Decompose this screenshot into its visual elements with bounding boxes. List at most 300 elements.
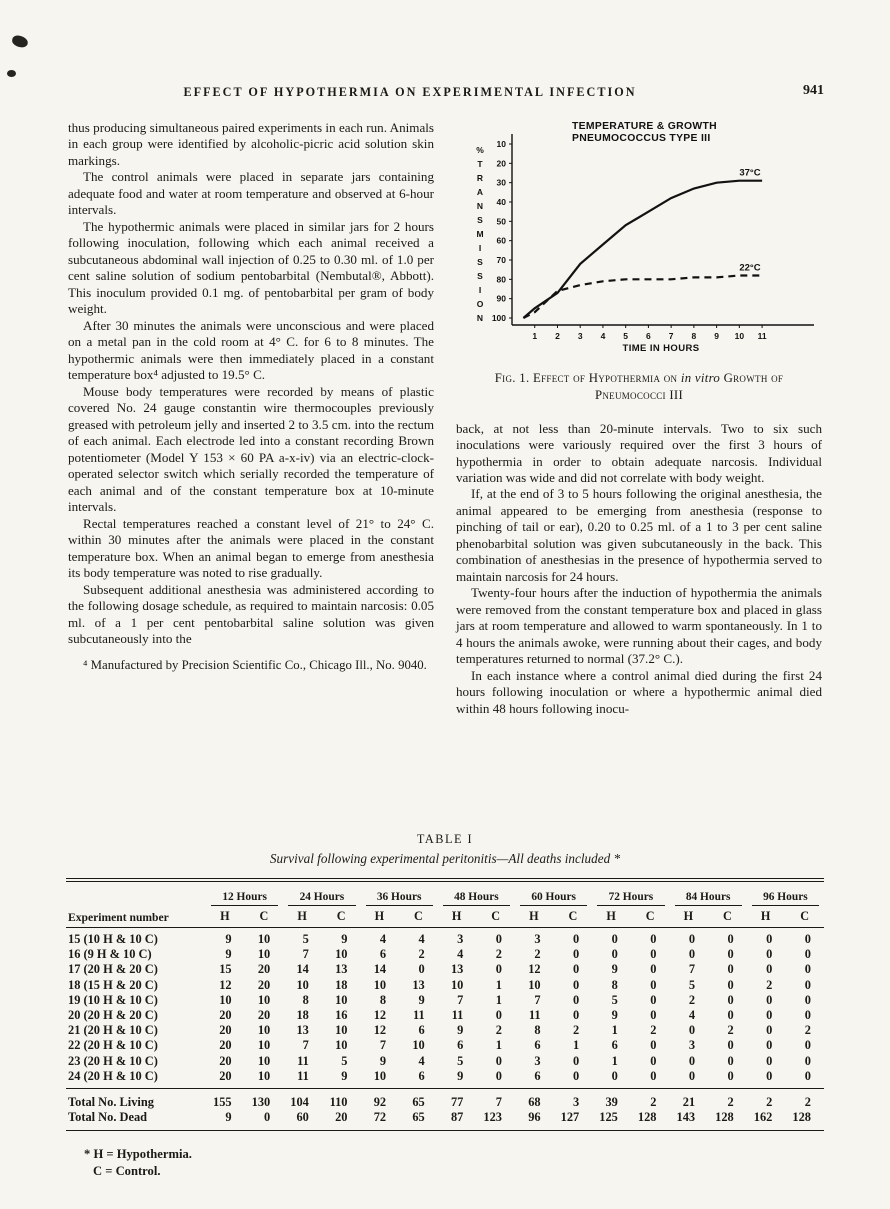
table-cell: 13 xyxy=(412,977,425,992)
table-cell: 5 xyxy=(341,1053,348,1068)
table-cell: 0 xyxy=(804,1038,811,1053)
table-footnote-c: C = Control. xyxy=(93,1163,161,1178)
table-cell: 10 xyxy=(219,992,232,1007)
table-row xyxy=(66,1054,824,1069)
table-cell: 18 xyxy=(335,977,348,992)
table-cell: 0 xyxy=(804,977,811,992)
svg-text:40: 40 xyxy=(496,197,506,207)
table-row xyxy=(66,1038,824,1053)
row-label: 21 (20 H & 10 C) xyxy=(68,1023,158,1038)
table-cell: 0 xyxy=(650,1068,657,1083)
table-cell: 0 xyxy=(727,1053,734,1068)
column-group-header: 36 Hours xyxy=(361,882,438,906)
paragraph: Twenty-four hours after the induction of hypothermia the animals were removed from the constant temperature box and placed in glass jars at room temperature and allowed to warm spontaneously. In 1 to 4 hours the animals awoke, were running about their cages, and body temperatures returned to normal (37.2° C.). xyxy=(456,585,822,667)
table-cell: 0 xyxy=(727,947,734,962)
table-cell: 0 xyxy=(727,1008,734,1023)
experiment-number-header: Experiment number xyxy=(66,882,206,928)
subcolumn-header: C xyxy=(399,906,438,928)
table-cell: 9 xyxy=(379,1053,387,1068)
svg-text:80: 80 xyxy=(496,274,506,285)
table-cell: 7 xyxy=(379,1038,387,1053)
paragraph: The hypothermic animals were placed in similar jars for 2 hours following inoculation, following which each animal received a subcutaneous abdominal wall injection of 0.25 to 0.30 ml. of 1.0 per cent saline solution of sodium pentobarbital (Nembutal®, Abbott). This inoculum provided 0.1 mg. of pentobarbital per gram of body weight. xyxy=(68,218,434,317)
table-cell: 0 xyxy=(727,932,734,946)
table-cell: 7 xyxy=(302,1038,309,1053)
table-cell: 10 xyxy=(335,947,348,962)
table-cell: 0 xyxy=(804,947,811,962)
svg-text:37°C: 37°C xyxy=(739,167,761,179)
table-cell: 0 xyxy=(650,992,657,1007)
figure-caption-italic: in vitro xyxy=(680,371,721,385)
table-row xyxy=(66,1008,824,1023)
subcolumn-header: H xyxy=(747,906,786,928)
table-cell: 6 xyxy=(418,1023,425,1038)
table-cell: 10 xyxy=(257,992,271,1007)
table-subtitle: Survival following experimental peritonitis—All deaths included * xyxy=(269,851,621,866)
table-cell: 11 xyxy=(297,1068,309,1083)
table-cell: 10 xyxy=(335,1023,348,1038)
table-cell: 7 xyxy=(476,1089,515,1111)
table-cell: 0 xyxy=(573,1068,580,1083)
table-cell: 0 xyxy=(495,1008,502,1023)
table-cell: 3 xyxy=(554,1089,593,1111)
paragraph: The control animals were placed in separate jars containing adequate food and water at room temperature and observed at 6-hour intervals. xyxy=(68,169,434,218)
svg-text:50: 50 xyxy=(496,216,506,227)
table-cell: 14 xyxy=(296,962,309,977)
subcolumn-header: C xyxy=(785,906,824,928)
table-cell: 1 xyxy=(611,1053,618,1068)
table-cell: 4 xyxy=(688,1008,696,1023)
table-cell: 10 xyxy=(257,1053,271,1068)
table-cell: 12 xyxy=(373,1008,387,1023)
subcolumn-header: H xyxy=(515,906,554,928)
right-column xyxy=(456,120,822,717)
table-cell: 10 xyxy=(335,1038,348,1053)
table-cell: 128 xyxy=(792,1110,811,1125)
table-cell: 10 xyxy=(257,932,271,946)
table-cell: 39 xyxy=(592,1089,631,1111)
table-cell: 128 xyxy=(637,1110,657,1125)
table-cell: 5 xyxy=(688,977,696,992)
table-cell: 0 xyxy=(418,962,425,977)
table-cell: 13 xyxy=(296,1023,309,1038)
table-footnote-h: * H = Hypothermia. xyxy=(84,1147,192,1162)
data-table xyxy=(66,882,824,1131)
table-cell: 2 xyxy=(727,1023,734,1038)
table-cell: 0 xyxy=(688,947,696,962)
subcolumn-header: C xyxy=(708,906,747,928)
row-label: Total No. Dead xyxy=(68,1110,148,1125)
subcolumn-header: H xyxy=(438,906,477,928)
table-cell: 9 xyxy=(611,962,618,977)
svg-text:S: S xyxy=(477,271,483,281)
table-cell: 0 xyxy=(573,977,580,992)
table-cell: 2 xyxy=(804,1023,811,1038)
row-label: 17 (20 H & 20 C) xyxy=(68,962,158,977)
table-cell: 60 xyxy=(296,1110,309,1125)
table-cell: 2 xyxy=(495,1023,502,1038)
column-group-header: 48 Hours xyxy=(438,882,515,906)
table-cell: 68 xyxy=(515,1089,554,1111)
table-cell: 0 xyxy=(264,1110,271,1125)
table-cell: 10 xyxy=(335,992,348,1007)
subcolumn-header: H xyxy=(361,906,400,928)
figure-plot xyxy=(456,120,824,358)
table-cell: 3 xyxy=(534,1053,541,1068)
svg-text:%: % xyxy=(476,145,484,155)
table-cell: 21 xyxy=(670,1089,709,1111)
table-cell: 10 xyxy=(528,977,541,992)
table-cell: 0 xyxy=(650,1053,657,1068)
table-cell: 6 xyxy=(379,947,387,962)
table-cell: 0 xyxy=(727,962,734,977)
table-row xyxy=(66,1023,824,1038)
paragraph: Rectal temperatures reached a constant level of 21° to 24° C. within 30 minutes after the animals were placed in the constant temperature box. When an animal began to emerge from anesthesia its body temperature was noted to rise gradually. xyxy=(68,515,434,581)
table-cell: 0 xyxy=(727,992,734,1007)
table-cell: 3 xyxy=(457,932,464,946)
running-head: EFFECT OF HYPOTHERMIA ON EXPERIMENTAL INFECTION xyxy=(183,85,637,99)
table-row xyxy=(66,993,824,1008)
svg-text:I: I xyxy=(478,243,482,253)
table-cell: 5 xyxy=(457,1053,464,1068)
right-column-text xyxy=(456,421,822,718)
table-cell: 0 xyxy=(688,1068,696,1083)
row-label: 22 (20 H & 10 C) xyxy=(68,1038,158,1053)
table-cell: 10 xyxy=(257,947,271,962)
table-row xyxy=(66,1069,824,1089)
row-label: 23 (20 H & 10 C) xyxy=(68,1053,158,1068)
table-row xyxy=(66,962,824,977)
table-cell: 10 xyxy=(450,977,464,992)
table-cell: 6 xyxy=(611,1038,618,1053)
table-cell: 2 xyxy=(688,992,696,1007)
row-label: 20 (20 H & 20 C) xyxy=(68,1008,158,1023)
paragraph: Mouse body temperatures were recorded by means of plastic covered No. 24 gauge constantin wire thermocouples previously greased with petroleum jelly and inserted 2 to 3.5 cm. into the rectum of each animal. Each electrode led into a constant recording Brown potentiometer (Model Y 153 × 60 PA a-x-iv) via an electric-clock-operated selector switch which serially recorded the temperature of each animal and of the constant temperature box at 10-minute intervals. xyxy=(68,383,434,515)
table-cell: 2 xyxy=(766,977,773,992)
table-cell: 0 xyxy=(688,1053,696,1068)
table-cell: 130 xyxy=(245,1089,284,1111)
subcolumn-header: H xyxy=(670,906,709,928)
table-cell: 7 xyxy=(302,947,309,962)
table-cell: 4 xyxy=(418,932,425,946)
scan-artifact xyxy=(11,34,29,49)
table-cell: 18 xyxy=(296,1008,309,1023)
table-cell: 0 xyxy=(650,962,657,977)
row-label: 24 (20 H & 10 C) xyxy=(68,1068,158,1083)
table-cell: 4 xyxy=(418,1053,425,1068)
table-cell: 1 xyxy=(495,977,502,992)
chart-title-line1: TEMPERATURE & GROWTH xyxy=(572,121,717,132)
table-row xyxy=(66,978,824,993)
table-cell: 20 xyxy=(219,1068,232,1083)
subcolumn-header: C xyxy=(245,906,284,928)
column-group-header: 84 Hours xyxy=(670,882,747,906)
table-cell: 0 xyxy=(804,962,811,977)
table-cell: 20 xyxy=(257,977,271,992)
table-cell: 65 xyxy=(412,1110,425,1125)
table-cell: 1 xyxy=(495,1038,502,1053)
svg-text:R: R xyxy=(476,173,484,183)
table-cell: 0 xyxy=(766,1038,773,1053)
table-cell: 0 xyxy=(573,1053,580,1068)
table-cell: 0 xyxy=(495,1053,502,1068)
table-cell: 0 xyxy=(727,977,734,992)
table-cell: 0 xyxy=(611,932,618,946)
table-cell: 12 xyxy=(373,1023,387,1038)
table-cell: 0 xyxy=(766,947,773,962)
table-footnotes xyxy=(84,1146,824,1179)
subcolumn-header: C xyxy=(631,906,670,928)
table-cell: 10 xyxy=(257,1038,271,1053)
table-cell: 12 xyxy=(219,977,232,992)
table-cell: 72 xyxy=(373,1110,387,1125)
table-cell: 0 xyxy=(766,1053,773,1068)
row-label: Total No. Living xyxy=(66,1089,206,1111)
table-cell: 162 xyxy=(753,1110,773,1125)
table-cell: 9 xyxy=(341,1068,348,1083)
svg-text:TIME IN HOURS: TIME IN HOURS xyxy=(622,343,700,354)
subcolumn-header: C xyxy=(322,906,361,928)
svg-text:5: 5 xyxy=(623,331,629,341)
column-group-header: 24 Hours xyxy=(283,882,360,906)
table-cell: 20 xyxy=(219,1038,232,1053)
column-group-header: 96 Hours xyxy=(747,882,824,906)
table-cell: 10 xyxy=(257,1023,271,1038)
svg-text:I: I xyxy=(478,285,482,295)
row-label: 19 (10 H & 10 C) xyxy=(68,992,158,1007)
row-label: 16 (9 H & 10 C) xyxy=(68,947,152,962)
figure-caption-suffix: Growth of Pneumococci III xyxy=(594,371,784,403)
table-cell: 3 xyxy=(688,1038,696,1053)
table-cell: 0 xyxy=(611,1068,618,1083)
table-cell: 155 xyxy=(206,1089,245,1111)
subcolumn-header: C xyxy=(554,906,593,928)
svg-text:2: 2 xyxy=(555,331,560,341)
svg-text:70: 70 xyxy=(496,255,506,265)
footnote: ⁴ Manufactured by Precision Scientific Co., Chicago Ill., No. 9040. xyxy=(83,657,427,672)
svg-text:8: 8 xyxy=(691,331,697,341)
table-cell: 0 xyxy=(727,1038,734,1053)
table-cell: 0 xyxy=(573,962,580,977)
table-cell: 9 xyxy=(457,1068,464,1083)
table-cell: 11 xyxy=(528,1008,541,1023)
table-cell: 0 xyxy=(573,932,580,946)
table-cell: 0 xyxy=(766,962,773,977)
table-cell: 10 xyxy=(373,1068,387,1083)
table-cell: 13 xyxy=(450,962,464,977)
table-cell: 20 xyxy=(257,1008,271,1023)
table-totals xyxy=(66,1089,824,1131)
table-cell: 92 xyxy=(361,1089,400,1111)
svg-text:9: 9 xyxy=(714,331,719,341)
svg-text:60: 60 xyxy=(496,235,506,246)
table-cell: 0 xyxy=(766,1023,773,1038)
paragraph: Subsequent additional anesthesia was administered according to the following dosage schedule, as required to maintain narcosis: 0.05 ml. of a 1 per cent pentobarbital saline solution was given subcutaneously into the xyxy=(68,581,434,647)
svg-text:22°C: 22°C xyxy=(739,262,761,274)
svg-text:30: 30 xyxy=(496,177,506,188)
table-cell: 0 xyxy=(650,1038,657,1053)
table-cell: 2 xyxy=(708,1089,747,1111)
paragraph: back, at not less than 20-minute intervals. Two to six such inoculations were variously required over the first 3 hours of hypothermia in order to obtain adequate narcosis. Individual variation was wide and did not correlate with body weight. xyxy=(456,420,822,485)
table-cell: 0 xyxy=(573,992,580,1007)
svg-text:10: 10 xyxy=(734,331,745,341)
table-cell: 77 xyxy=(438,1089,477,1111)
table-cell: 20 xyxy=(219,1008,232,1023)
table-cell: 110 xyxy=(322,1089,361,1111)
column-group-header: 72 Hours xyxy=(592,882,669,906)
table-cell: 104 xyxy=(283,1089,322,1111)
subcolumn-header: C xyxy=(476,906,515,928)
table-cell: 1 xyxy=(611,1023,618,1038)
table-cell: 0 xyxy=(495,1068,502,1083)
table-cell: 9 xyxy=(418,992,425,1007)
table-cell: 14 xyxy=(373,962,387,977)
table-group-row xyxy=(66,882,824,906)
table-cell: 10 xyxy=(412,1038,425,1053)
left-column xyxy=(68,120,434,673)
table-cell: 0 xyxy=(804,992,811,1007)
table-cell: 2 xyxy=(573,1023,580,1038)
svg-text:S: S xyxy=(477,215,483,225)
table-cell: 20 xyxy=(219,1053,232,1068)
table-cell: 7 xyxy=(688,962,696,977)
table-cell: 65 xyxy=(399,1089,438,1111)
paragraph: In each instance where a control animal died during the first 24 hours following inoculation or where a hypothermic animal died within 48 hours following inocu- xyxy=(456,667,822,716)
table-cell: 9 xyxy=(225,932,232,946)
paragraph: After 30 minutes the animals were unconscious and were placed on a metal pan in the cold room at 4° C. for 6 to 8 minutes. The hypothermic animals were then immediately placed in a constant temperature box⁴ adjusted to 19.5° C. xyxy=(68,317,434,383)
table-cell: 11 xyxy=(451,1008,464,1023)
table-cell: 0 xyxy=(495,962,502,977)
table-row xyxy=(66,928,824,948)
table-cell: 8 xyxy=(379,992,387,1007)
page-number: 941 xyxy=(803,83,824,98)
svg-text:N: N xyxy=(476,201,484,211)
svg-text:7: 7 xyxy=(668,331,674,341)
table-cell: 0 xyxy=(804,1068,811,1083)
table-cell: 2 xyxy=(495,947,502,962)
table-cell: 0 xyxy=(766,1008,773,1023)
table-cell: 0 xyxy=(495,932,502,946)
table-cell: 4 xyxy=(457,947,464,962)
table-cell: 10 xyxy=(257,1068,271,1083)
table-cell: 9 xyxy=(225,947,232,962)
row-label: 18 (15 H & 20 C) xyxy=(68,977,158,992)
table-cell: 11 xyxy=(297,1053,309,1068)
table-cell: 8 xyxy=(302,992,309,1007)
table-cell: 20 xyxy=(257,962,271,977)
table-cell: 10 xyxy=(373,977,387,992)
table-cell: 9 xyxy=(611,1008,618,1023)
svg-text:S: S xyxy=(477,257,483,267)
table-cell: 6 xyxy=(534,1038,541,1053)
table-cell: 0 xyxy=(650,1008,657,1023)
table-cell: 123 xyxy=(483,1110,502,1125)
table-cell: 96 xyxy=(528,1110,541,1125)
svg-text:100: 100 xyxy=(491,313,506,323)
paragraph: If, at the end of 3 to 5 hours following the original anesthesia, the animal appeared to be emerging from anesthesia (response to pinching of tail or ear), 0.20 to 0.25 ml. of a 1 to 3 per cent saline phenobarbital solution was given subcutaneously in the back. This combination of anesthesias in the presence of hypothermia served to maintain narcosis for 24 hours. xyxy=(456,486,822,584)
subcolumn-header: H xyxy=(206,906,245,928)
table-cell: 2 xyxy=(631,1089,670,1111)
table-cell: 0 xyxy=(804,932,811,946)
svg-text:4: 4 xyxy=(600,331,606,341)
figure-1 xyxy=(456,120,824,358)
table-body xyxy=(66,928,824,1089)
table-cell: 128 xyxy=(715,1110,734,1125)
table-cell: 0 xyxy=(804,1053,811,1068)
table-cell: 0 xyxy=(573,1008,580,1023)
table-row xyxy=(66,1089,824,1111)
svg-text:3: 3 xyxy=(577,331,583,341)
table-cell: 12 xyxy=(528,962,541,977)
svg-text:20: 20 xyxy=(496,158,506,169)
table-title: TABLE I xyxy=(416,832,474,846)
table-cell: 3 xyxy=(534,932,541,946)
table-cell: 6 xyxy=(457,1038,464,1053)
table-cell: 0 xyxy=(650,947,657,962)
svg-text:O: O xyxy=(476,299,484,309)
table-cell: 0 xyxy=(573,947,580,962)
chart-title xyxy=(572,121,717,146)
chart-title-line2: PNEUMOCOCCUS TYPE III xyxy=(572,133,711,145)
table-cell: 9 xyxy=(225,1110,232,1125)
table-cell: 0 xyxy=(688,1023,696,1038)
table-cell: 20 xyxy=(219,1023,232,1038)
figure-caption xyxy=(479,370,799,405)
table-cell: 8 xyxy=(534,1023,541,1038)
table-cell: 9 xyxy=(457,1023,464,1038)
table-cell: 7 xyxy=(457,992,464,1007)
subcolumn-header: H xyxy=(592,906,631,928)
svg-text:N: N xyxy=(476,313,484,323)
table-cell: 0 xyxy=(804,1008,811,1023)
table-cell: 0 xyxy=(766,932,773,946)
table-row xyxy=(66,1110,824,1131)
table-cell: 127 xyxy=(560,1110,580,1125)
table-head xyxy=(66,882,824,928)
table-cell: 0 xyxy=(688,932,696,946)
svg-text:10: 10 xyxy=(496,139,506,149)
table-cell: 6 xyxy=(534,1068,541,1083)
table-cell: 0 xyxy=(766,992,773,1007)
paragraph: thus producing simultaneous paired experiments in each run. Animals in each group were identified by alcoholic-picric acid solution skin markings. xyxy=(68,120,434,168)
table-cell: 7 xyxy=(534,992,541,1007)
svg-text:T: T xyxy=(477,159,483,169)
table-cell: 2 xyxy=(747,1089,786,1111)
table-cell: 15 xyxy=(219,962,232,977)
scan-artifact xyxy=(7,70,16,77)
svg-text:1: 1 xyxy=(532,331,538,341)
table-cell: 16 xyxy=(335,1008,348,1023)
svg-text:M: M xyxy=(476,229,484,239)
table-cell: 0 xyxy=(611,947,618,962)
table-cell: 143 xyxy=(676,1110,696,1125)
svg-text:A: A xyxy=(476,187,484,197)
table-cell: 4 xyxy=(379,932,387,946)
table-cell: 5 xyxy=(302,932,309,946)
table-cell: 6 xyxy=(418,1068,425,1083)
svg-text:11: 11 xyxy=(757,331,767,341)
table-cell: 11 xyxy=(413,1008,425,1023)
table-cell: 2 xyxy=(650,1023,657,1038)
table-cell: 125 xyxy=(599,1110,618,1125)
table-cell: 0 xyxy=(766,1068,773,1083)
row-label: 15 (10 H & 10 C) xyxy=(68,932,158,946)
column-group-header: 12 Hours xyxy=(206,882,283,906)
table-cell: 10 xyxy=(296,977,309,992)
table-cell: 9 xyxy=(341,932,348,946)
table-cell: 0 xyxy=(650,932,657,946)
table-cell: 2 xyxy=(785,1089,824,1111)
table-cell: 2 xyxy=(418,947,425,962)
